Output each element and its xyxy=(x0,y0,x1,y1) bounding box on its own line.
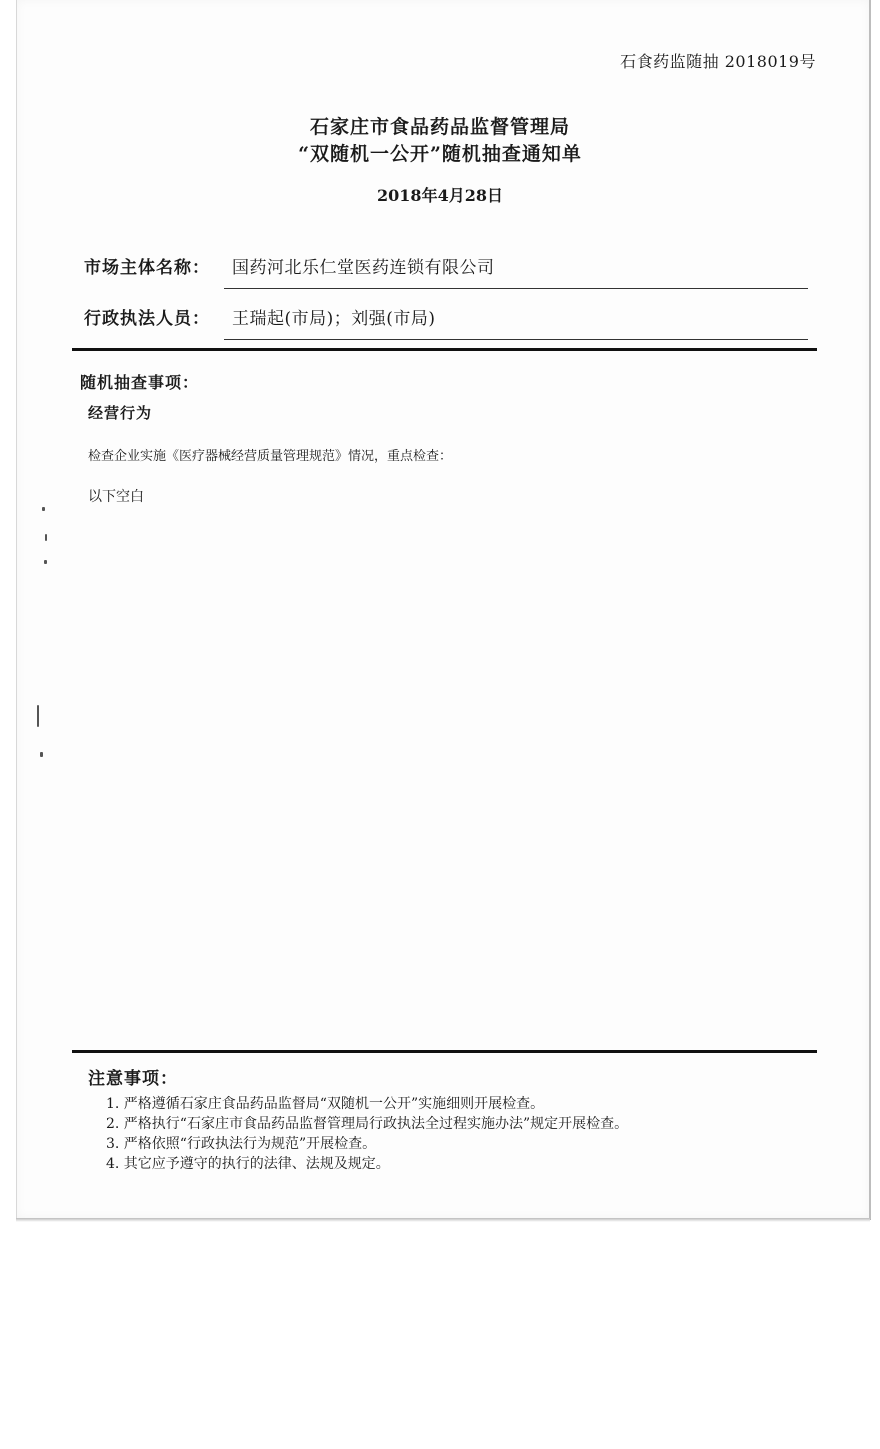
document-title: “双随机一公开”随机抽查通知单 xyxy=(298,143,582,165)
entity-value: 国药河北乐仁堂医药连锁有限公司 xyxy=(232,258,495,278)
entity-label: 市场主体名称： xyxy=(84,258,210,278)
entity-underline xyxy=(224,288,808,289)
notes-item: 4. 其它应予遵守的执行的法律、法规及规定。 xyxy=(106,1156,390,1172)
inspection-section-title: 随机抽查事项： xyxy=(80,373,200,392)
notes-item: 1. 严格遵循石家庄食品药品监督局“双随机一公开”实施细则开展检查。 xyxy=(106,1096,545,1112)
notes-title: 注意事项： xyxy=(88,1069,178,1089)
notes-list xyxy=(106,1094,628,1174)
inspection-description: 检查企业实施《医疗器械经营质量管理规范》情况，重点检查： xyxy=(88,449,453,464)
scan-speck xyxy=(44,560,47,564)
scan-speck xyxy=(37,705,39,727)
notes-item: 3. 严格依照“行政执法行为规范”开展检查。 xyxy=(106,1136,377,1152)
officers-value: 王瑞起(市局)；刘强(市局) xyxy=(232,309,436,329)
document-date: 2018年4月28日 xyxy=(377,186,503,205)
officers-label: 行政执法人员： xyxy=(84,309,210,329)
page-edge-shadow xyxy=(16,1218,870,1222)
inspection-category: 经营行为 xyxy=(88,404,153,422)
scan-speck xyxy=(40,752,43,757)
document-number: 石食药监随抽 2018019号 xyxy=(620,52,816,71)
organization-title: 石家庄市食品药品监督管理局 xyxy=(309,116,570,138)
notes-item: 2. 严格执行“石家庄市食品药品监督管理局行政执法全过程实施办法”规定开展检查。 xyxy=(106,1116,629,1132)
scan-speck xyxy=(45,534,47,541)
section-divider-top xyxy=(72,348,817,351)
section-divider-bottom xyxy=(72,1050,817,1053)
inspection-remainder: 以下空白 xyxy=(88,489,144,505)
scan-speck xyxy=(42,507,45,511)
officers-underline xyxy=(224,339,808,340)
